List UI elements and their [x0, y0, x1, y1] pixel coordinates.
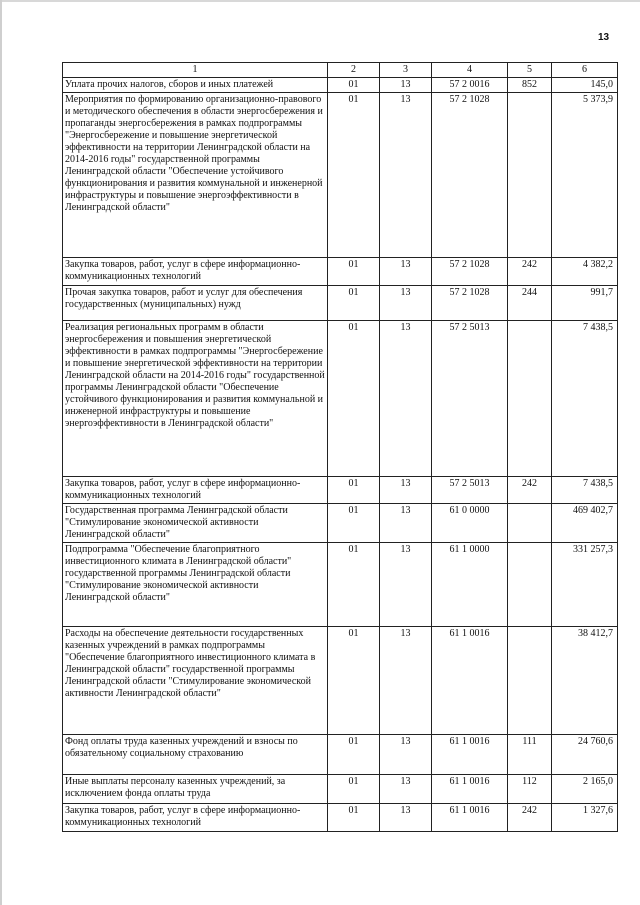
table-row — [63, 286, 618, 321]
row-expense-type-cell: 242 — [508, 258, 552, 286]
row-amount-cell: 7 438,5 — [552, 321, 618, 477]
row-name-cell: Закупка товаров, работ, услуг в сфере информационно-коммуникационных технологий — [63, 804, 328, 832]
row-name-cell: Расходы на обеспечение деятельности государственных казенных учреждений в рамках подпрограммы "Обеспечение благоприятного инвестиционного климата в Ленинградской области" государственной программы Ленинградской области "Стимулирование экономической активности Ленинградской области" — [63, 627, 328, 735]
row-amount-cell: 991,7 — [552, 286, 618, 321]
row-subsection-cell: 13 — [380, 258, 432, 286]
row-expense-type-cell — [508, 321, 552, 477]
row-name-cell: Мероприятия по формированию организационно-правового и методического обеспечения в области энергосбережения и пропаганды энергосбережения в рамках подпрограммы "Энергосбережение и повышение энергетической эффективности на территории Ленинградской области на 2014-2016 годы" государственной программы Ленинградской области "Обеспечение устойчивого функционирования и развития коммунальной и инженерной инфраструктуры и повышение энергоэффективности в Ленинградской области" — [63, 93, 328, 258]
row-amount-cell: 7 438,5 — [552, 477, 618, 504]
row-target-article-cell: 57 2 1028 — [432, 258, 508, 286]
row-expense-type-cell: 112 — [508, 775, 552, 804]
row-expense-type-cell — [508, 504, 552, 543]
header-col-2: 2 — [328, 63, 380, 78]
row-subsection-cell: 13 — [380, 321, 432, 477]
table-row — [63, 775, 618, 804]
row-expense-type-cell: 244 — [508, 286, 552, 321]
table-row — [63, 627, 618, 735]
row-amount-cell: 331 257,3 — [552, 543, 618, 627]
row-amount-cell: 469 402,7 — [552, 504, 618, 543]
header-col-3: 3 — [380, 63, 432, 78]
page-number: 13 — [598, 32, 610, 43]
row-section-cell: 01 — [328, 804, 380, 832]
row-section-cell: 01 — [328, 735, 380, 775]
row-target-article-cell: 57 2 0016 — [432, 78, 508, 93]
header-col-4: 4 — [432, 63, 508, 78]
row-subsection-cell: 13 — [380, 627, 432, 735]
header-col-5: 5 — [508, 63, 552, 78]
row-section-cell: 01 — [328, 258, 380, 286]
row-subsection-cell: 13 — [380, 775, 432, 804]
header-col-1: 1 — [63, 63, 328, 78]
row-section-cell: 01 — [328, 321, 380, 477]
table-row — [63, 78, 618, 93]
row-section-cell: 01 — [328, 477, 380, 504]
row-amount-cell: 4 382,2 — [552, 258, 618, 286]
row-section-cell: 01 — [328, 286, 380, 321]
scan-top-edge — [0, 0, 640, 2]
row-subsection-cell: 13 — [380, 735, 432, 775]
row-amount-cell: 145,0 — [552, 78, 618, 93]
row-subsection-cell: 13 — [380, 286, 432, 321]
table-row — [63, 321, 618, 477]
row-name-cell: Фонд оплаты труда казенных учреждений и взносы по обязательному социальному страхованию — [63, 735, 328, 775]
row-name-cell: Закупка товаров, работ, услуг в сфере информационно-коммуникационных технологий — [63, 477, 328, 504]
row-expense-type-cell — [508, 93, 552, 258]
row-expense-type-cell: 111 — [508, 735, 552, 775]
row-name-cell: Закупка товаров, работ, услуг в сфере информационно-коммуникационных технологий — [63, 258, 328, 286]
budget-table — [62, 62, 618, 832]
row-target-article-cell: 57 2 5013 — [432, 477, 508, 504]
row-subsection-cell: 13 — [380, 804, 432, 832]
row-name-cell: Подпрограмма "Обеспечение благоприятного инвестиционного климата в Ленинградской области" государственной программы Ленинградской области "Стимулирование экономической активности Ленинградской области" — [63, 543, 328, 627]
row-expense-type-cell: 852 — [508, 78, 552, 93]
row-target-article-cell: 61 1 0016 — [432, 735, 508, 775]
row-expense-type-cell: 242 — [508, 804, 552, 832]
row-target-article-cell: 61 1 0016 — [432, 804, 508, 832]
row-subsection-cell: 13 — [380, 477, 432, 504]
table-row — [63, 504, 618, 543]
table-header-row — [63, 63, 618, 78]
row-subsection-cell: 13 — [380, 504, 432, 543]
scan-left-edge — [0, 0, 2, 905]
row-name-cell: Прочая закупка товаров, работ и услуг для обеспечения государственных (муниципальных) нужд — [63, 286, 328, 321]
table-row — [63, 804, 618, 832]
row-name-cell: Реализация региональных программ в области энергосбережения и повышения энергетической эффективности в рамках подпрограммы "Энергосбережение и повышение энергетической эффективности на территории Ленинградской области на 2014-2016 годы" государственной программы Ленинградской области "Обеспечение устойчивого функционирования и развития коммунальной и инженерной инфраструктуры и повышение энергоэффективности в Ленинградской области" — [63, 321, 328, 477]
row-section-cell: 01 — [328, 93, 380, 258]
row-name-cell: Уплата прочих налогов, сборов и иных платежей — [63, 78, 328, 93]
row-expense-type-cell: 242 — [508, 477, 552, 504]
row-target-article-cell: 61 1 0016 — [432, 627, 508, 735]
row-subsection-cell: 13 — [380, 93, 432, 258]
row-amount-cell: 5 373,9 — [552, 93, 618, 258]
row-target-article-cell: 61 1 0000 — [432, 543, 508, 627]
row-subsection-cell: 13 — [380, 543, 432, 627]
row-name-cell: Иные выплаты персоналу казенных учреждений, за исключением фонда оплаты труда — [63, 775, 328, 804]
table-row — [63, 477, 618, 504]
row-name-cell: Государственная программа Ленинградской области "Стимулирование экономической активности Ленинградской области" — [63, 504, 328, 543]
row-section-cell: 01 — [328, 775, 380, 804]
row-section-cell: 01 — [328, 504, 380, 543]
row-target-article-cell: 61 0 0000 — [432, 504, 508, 543]
row-target-article-cell: 57 2 1028 — [432, 93, 508, 258]
row-amount-cell: 2 165,0 — [552, 775, 618, 804]
row-section-cell: 01 — [328, 543, 380, 627]
row-target-article-cell: 57 2 1028 — [432, 286, 508, 321]
row-amount-cell: 38 412,7 — [552, 627, 618, 735]
row-expense-type-cell — [508, 627, 552, 735]
row-target-article-cell: 61 1 0016 — [432, 775, 508, 804]
table-row — [63, 543, 618, 627]
table-row — [63, 735, 618, 775]
table-row — [63, 258, 618, 286]
row-section-cell: 01 — [328, 627, 380, 735]
row-section-cell: 01 — [328, 78, 380, 93]
row-subsection-cell: 13 — [380, 78, 432, 93]
row-amount-cell: 24 760,6 — [552, 735, 618, 775]
header-col-6: 6 — [552, 63, 618, 78]
row-amount-cell: 1 327,6 — [552, 804, 618, 832]
row-target-article-cell: 57 2 5013 — [432, 321, 508, 477]
row-expense-type-cell — [508, 543, 552, 627]
table-row — [63, 93, 618, 258]
